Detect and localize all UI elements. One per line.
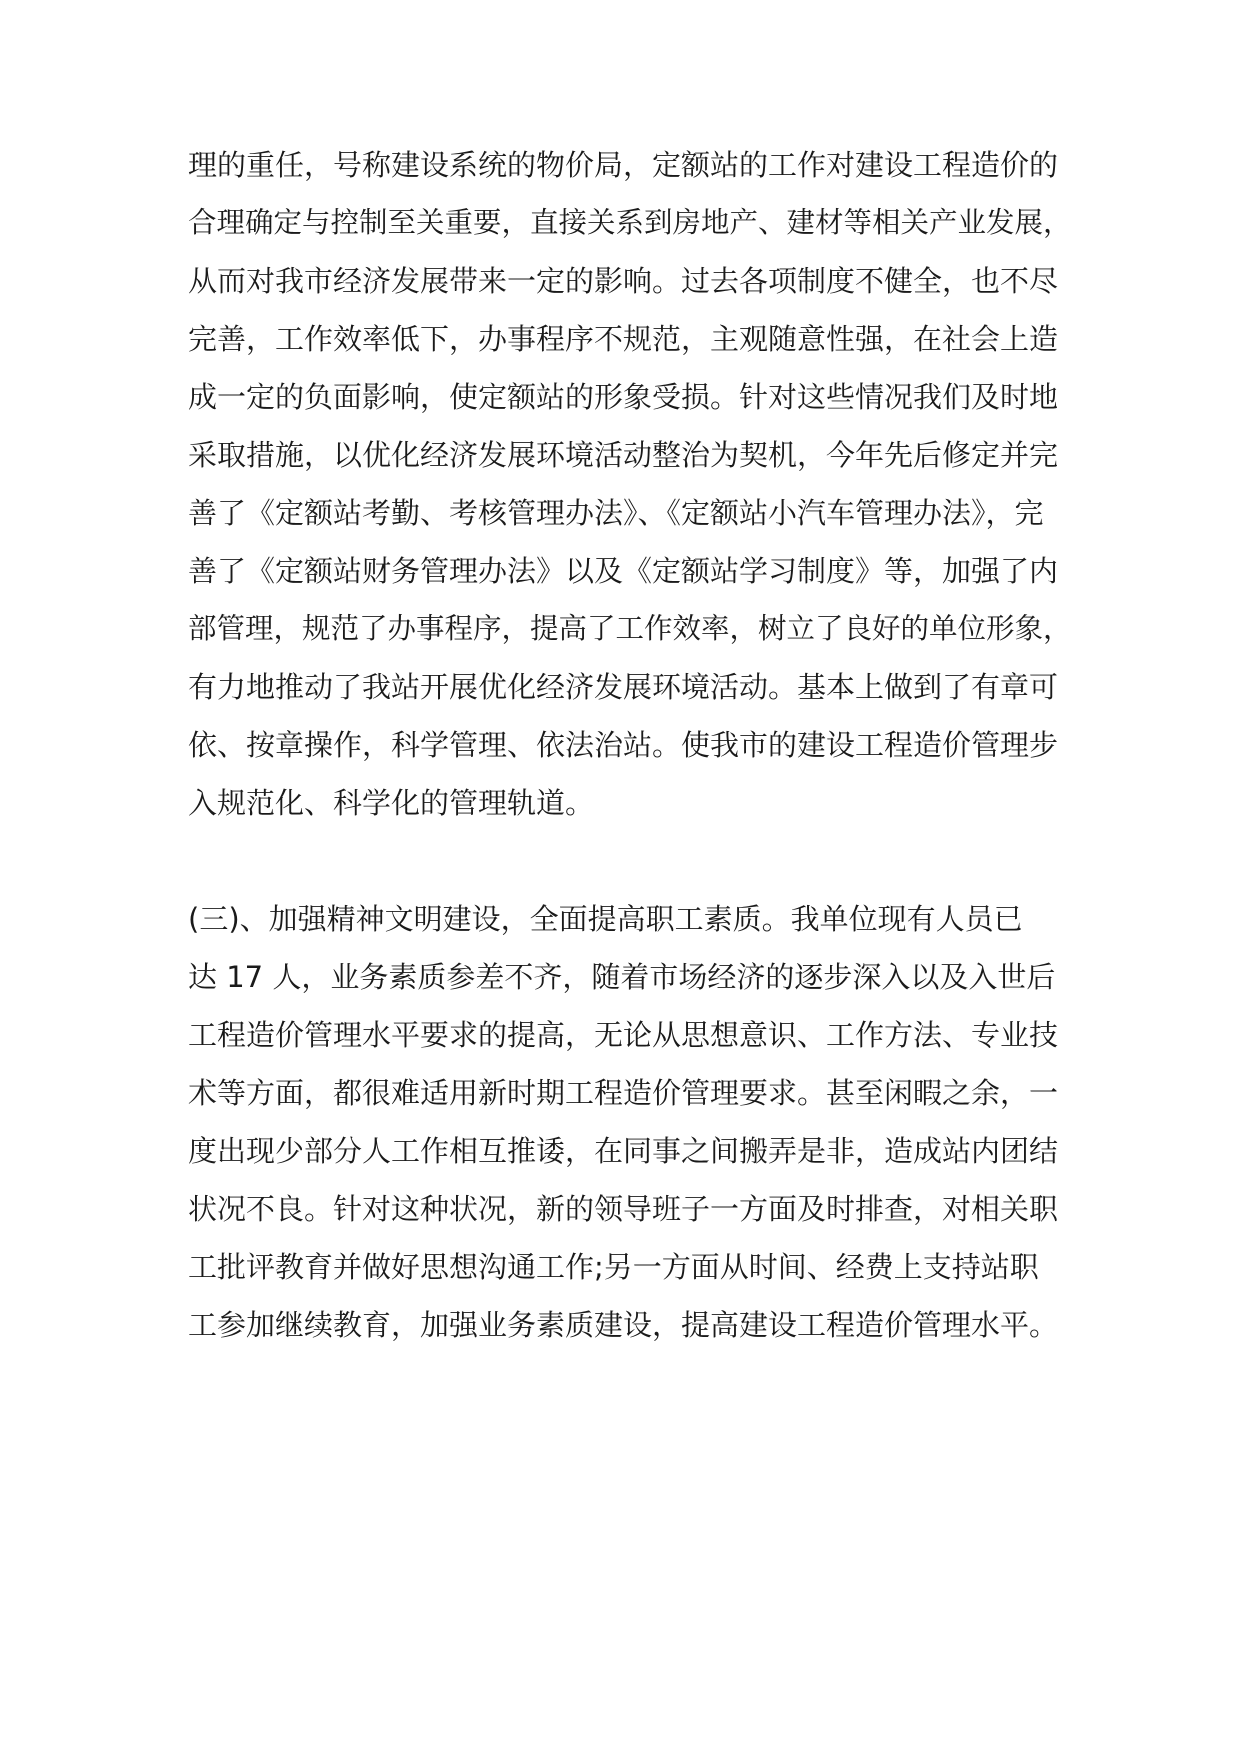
text-line: 状况不良。针对这种状况，新的领导班子一方面及时排查，对相关职	[188, 1192, 1059, 1226]
text-line: 完善，工作效率低下，办事程序不规范，主观随意性强，在社会上造	[188, 322, 1059, 356]
text-line: 依、按章操作，科学管理、依法治站。使我市的建设工程造价管理步	[188, 728, 1059, 762]
text-line: 有力地推动了我站开展优化经济发展环境活动。基本上做到了有章可	[188, 670, 1059, 704]
text-line: 工参加继续教育，加强业务素质建设，提高建设工程造价管理水平。	[188, 1308, 1059, 1342]
text-line: 工批评教育并做好思想沟通工作;另一方面从时间、经费上支持站职	[188, 1250, 1039, 1284]
text-line: 采取措施，以优化经济发展环境活动整治为契机，今年先后修定并完	[188, 438, 1059, 472]
text-line: 工程造价管理水平要求的提高，无论从思想意识、工作方法、专业技	[188, 1018, 1059, 1052]
text-line: 善了《定额站考勤、考核管理办法》、《定额站小汽车管理办法》，完	[188, 496, 1044, 530]
text-line: 成一定的负面影响，使定额站的形象受损。针对这些情况我们及时地	[188, 380, 1059, 414]
text-line: 达 17 人，业务素质参差不齐，随着市场经济的逐步深入以及入世后	[188, 960, 1056, 994]
text-line: 度出现少部分人工作相互推诿，在同事之间搬弄是非，造成站内团结	[188, 1134, 1059, 1168]
text-line: (三)、加强精神文明建设，全面提高职工素质。我单位现有人员已	[188, 902, 1023, 936]
text-line: 从而对我市经济发展带来一定的影响。过去各项制度不健全，也不尽	[188, 264, 1059, 298]
text-line: 入规范化、科学化的管理轨道。	[188, 786, 595, 820]
text-line: 术等方面，都很难适用新时期工程造价管理要求。甚至闲暇之余，一	[188, 1076, 1059, 1110]
text-line: 合理确定与控制至关重要，直接关系到房地产、建材等相关产业发展，	[188, 206, 1072, 239]
text-line: 善了《定额站财务管理办法》以及《定额站学习制度》等，加强了内	[188, 554, 1059, 588]
text-line: 理的重任，号称建设系统的物价局，定额站的工作对建设工程造价的	[188, 148, 1059, 182]
text-line: 部管理，规范了办事程序，提高了工作效率，树立了良好的单位形象，	[188, 612, 1072, 645]
